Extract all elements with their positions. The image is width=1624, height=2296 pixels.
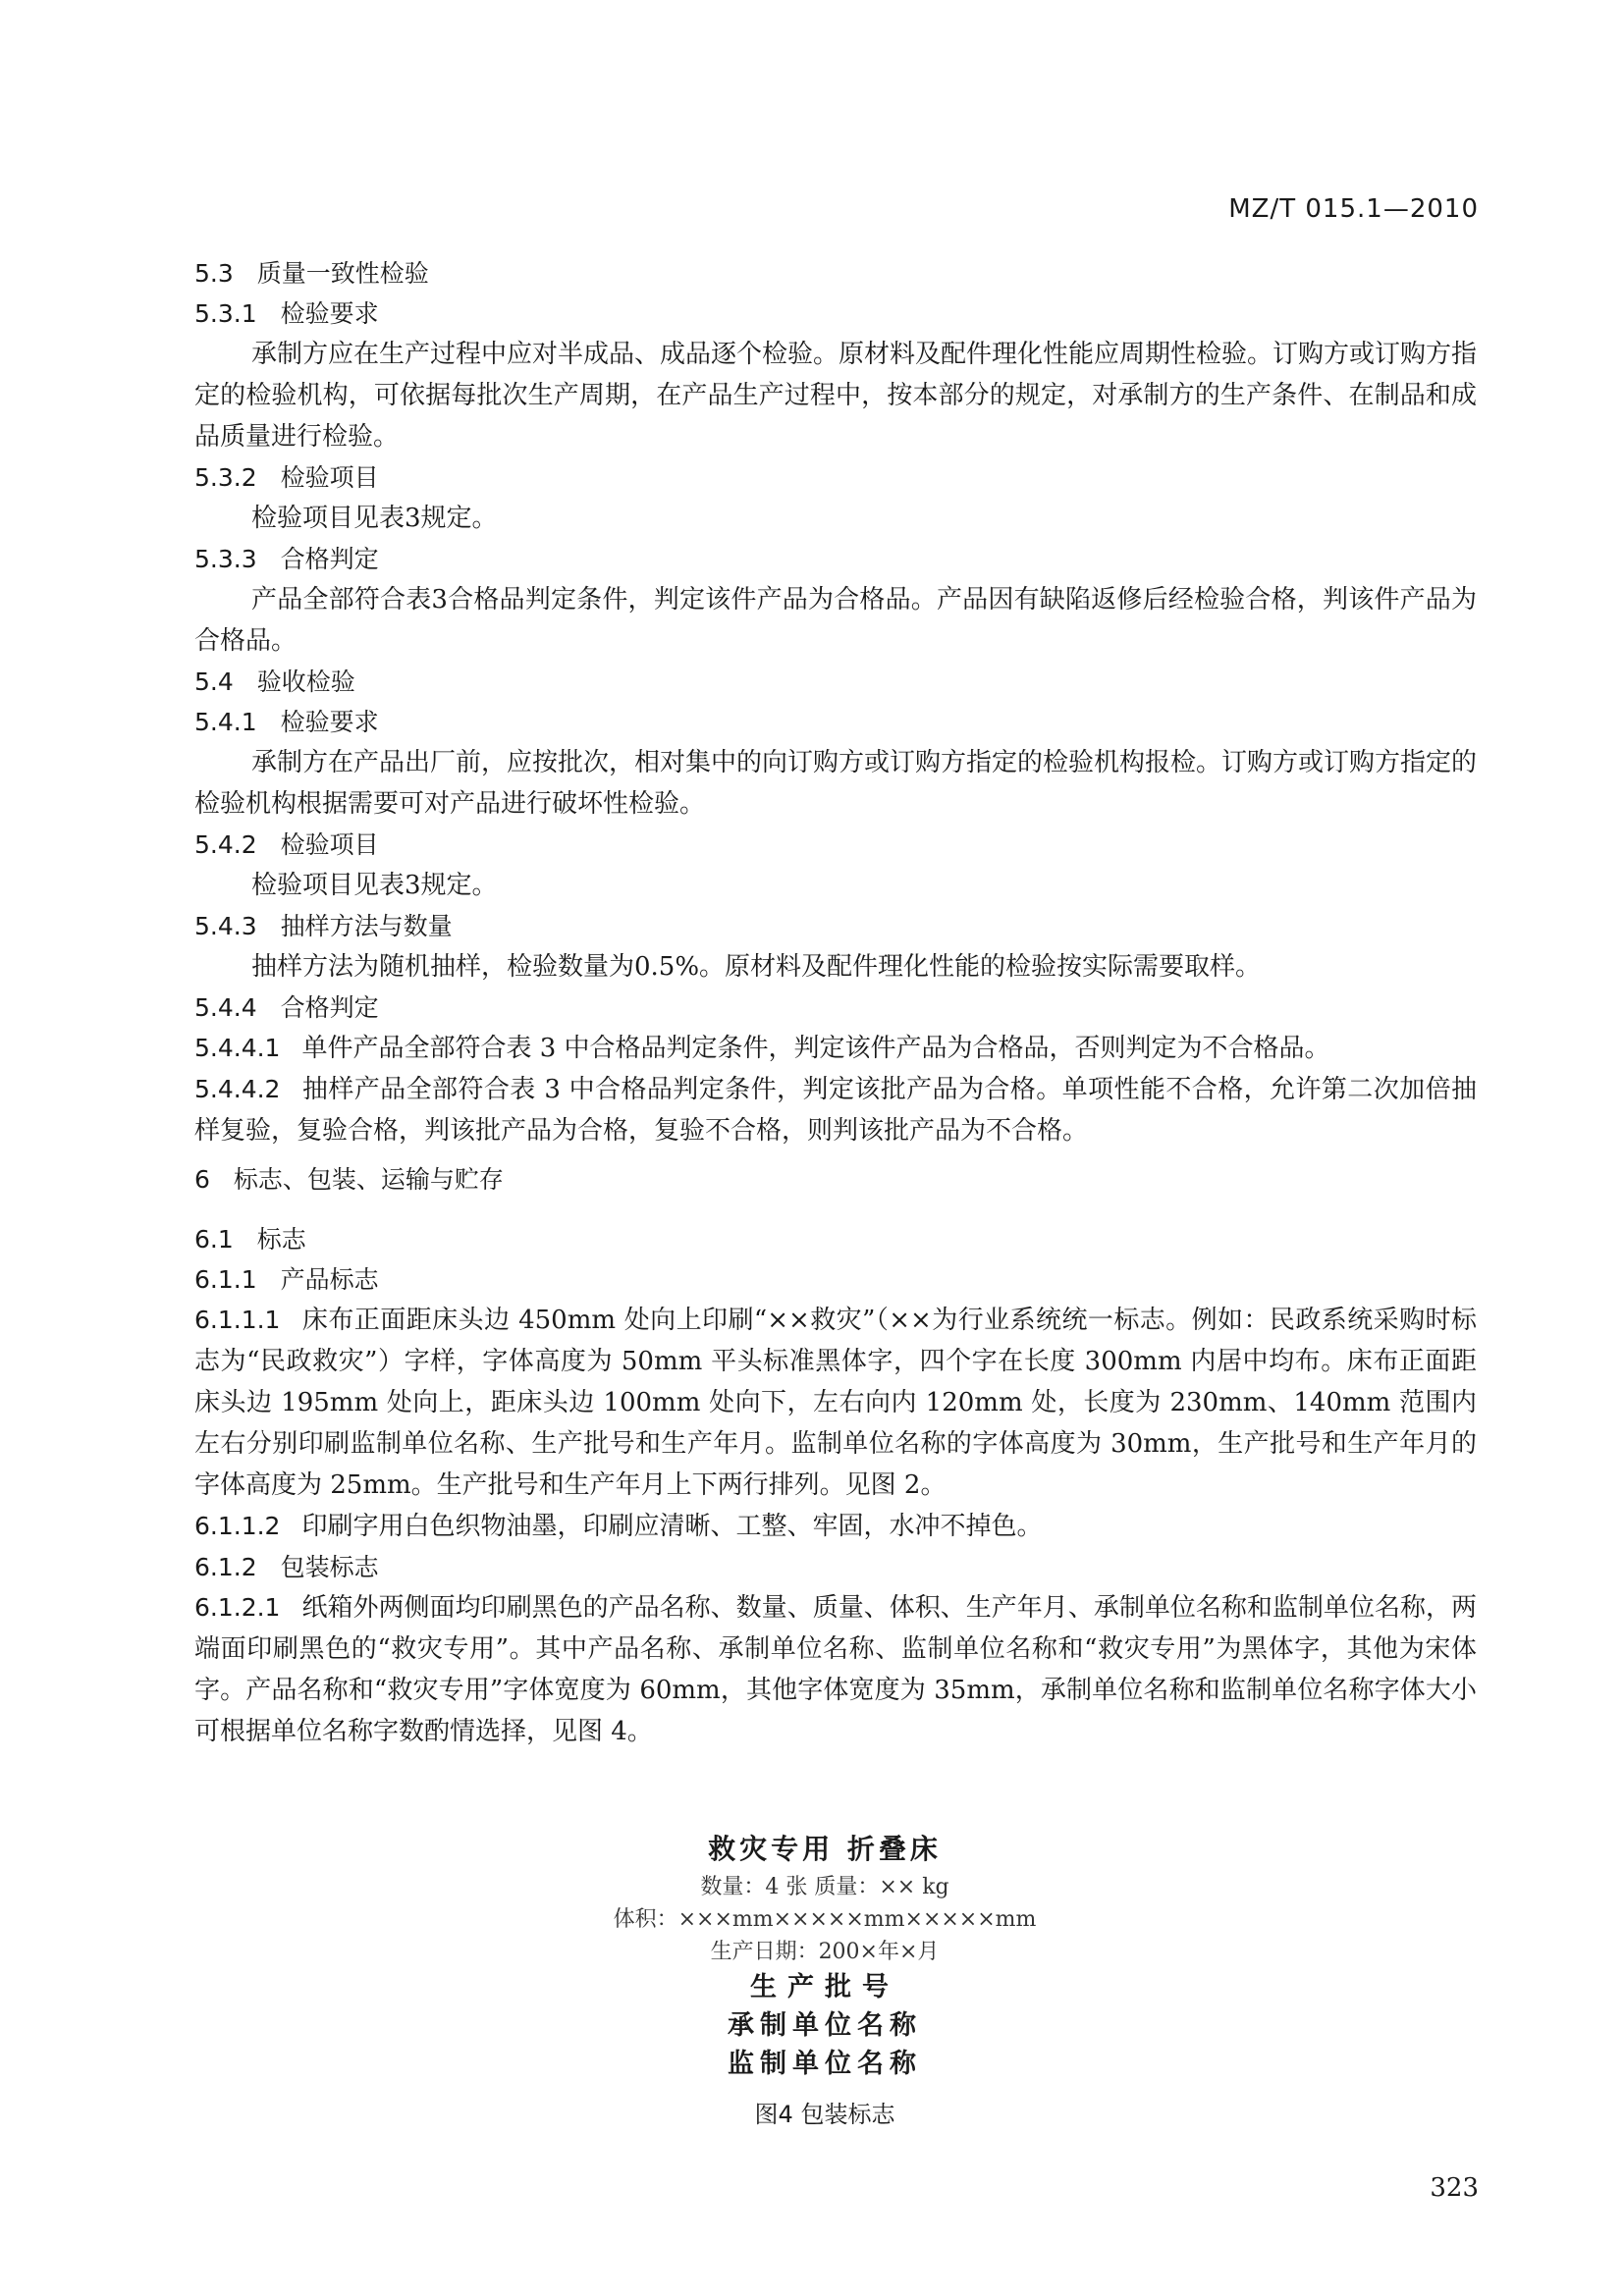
heading-5-4-2: 5.4.2 检验项目 bbox=[194, 830, 379, 859]
standard-code: MZ/T 015.1—2010 bbox=[1228, 194, 1479, 224]
figure-maker-name: 承制单位名称 bbox=[728, 2010, 922, 2041]
clause-6-1-1-1: 6.1.1.1 床布正面距床头边 450mm 处向上印刷“××救灾”（××为行业系统统一标志。例如：民政系统采购时标志为“民政救灾”）字样，字体高度为 50mm 平头标准黑体字，四个字在长度 300mm 内居中均布。床布正面距床头边 195mm 处向上，距床头边 100mm 处向下，左右向内 120mm 处，长度为 230mm、140mm 范围内左右分别印刷监制单位名称、生产批号和生产年月。监制单位名称的字体高度为 30mm，生产批号和生产年月的字体高度为 25mm。生产批号和生产年月上下两行排列。见图 2。 bbox=[194, 1306, 1477, 1500]
paragraph-5-4-1: 承制方在产品出厂前，应按批次，相对集中的向订购方或订购方指定的检验机构报检。订购方或订购方指定的检验机构根据需要可对产品进行破坏性检验。 bbox=[194, 748, 1478, 819]
figure-volume-line: 体积：×××mm×××××mm×××××mm bbox=[613, 1907, 1037, 1932]
heading-5-4-3: 5.4.3 抽样方法与数量 bbox=[194, 912, 453, 940]
figure-quantity-line: 数量：4 张 质量：×× kg bbox=[700, 1875, 949, 1899]
paragraph-5-3-1: 承制方应在生产过程中应对半成品、成品逐个检验。原材料及配件理化性能应周期性检验。订购方或订购方指定的检验机构，可依据每批次生产周期，在产品生产过程中，按本部分的规定，对承制方的生产条件、在制品和成品质量进行检验。 bbox=[194, 340, 1478, 452]
document-body bbox=[194, 253, 1477, 1752]
heading-6-1-2: 6.1.2 包装标志 bbox=[194, 1553, 379, 1581]
clause-5-4-4-1: 5.4.4.1 单件产品全部符合表 3 中合格品判定条件，判定该件产品为合格品，否则判定为不合格品。 bbox=[194, 1034, 1330, 1063]
heading-5-3-1: 5.3.1 检验要求 bbox=[194, 299, 379, 328]
heading-5-3-3: 5.3.3 合格判定 bbox=[194, 545, 379, 573]
heading-5-4: 5.4 验收检验 bbox=[194, 667, 355, 696]
paragraph-5-3-3: 产品全部符合表3合格品判定条件，判定该件产品为合格品。产品因有缺陷返修后经检验合格，判该件产品为合格品。 bbox=[194, 585, 1477, 656]
figure-date-line: 生产日期：200×年×月 bbox=[710, 1940, 940, 1964]
heading-5-3-2: 5.3.2 检验项目 bbox=[194, 463, 379, 492]
figure-4-packaging-mark bbox=[550, 1828, 1100, 2132]
paragraph-5-3-2: 检验项目见表3规定。 bbox=[251, 504, 498, 533]
clause-6-1-2-1: 6.1.2.1 纸箱外两侧面均印刷黑色的产品名称、数量、质量、体积、生产年月、承制单位名称和监制单位名称，两端面印刷黑色的“救灾专用”。其中产品名称、承制单位名称、监制单位名称和“救灾专用”为黑体字，其他为宋体字。产品名称和“救灾专用”字体宽度为 60mm，其他字体宽度为 35mm，承制单位名称和监制单位名称字体大小可根据单位名称字数酌情选择，见图 4。 bbox=[194, 1593, 1477, 1746]
heading-5-3: 5.3 质量一致性检验 bbox=[194, 259, 429, 288]
figure-batch-number: 生产批号 bbox=[750, 1972, 899, 2002]
page-number: 323 bbox=[1430, 2173, 1479, 2203]
paragraph-5-4-2: 检验项目见表3规定。 bbox=[251, 871, 498, 900]
heading-6-1-1: 6.1.1 产品标志 bbox=[194, 1265, 379, 1294]
heading-5-4-1: 5.4.1 检验要求 bbox=[194, 708, 379, 736]
heading-6: 6 标志、包装、运输与贮存 bbox=[194, 1165, 504, 1194]
figure-supervisor-name: 监制单位名称 bbox=[728, 2049, 922, 2079]
figure-caption: 图4 包装标志 bbox=[754, 2101, 895, 2128]
heading-6-1: 6.1 标志 bbox=[194, 1225, 306, 1254]
paragraph-5-4-3: 抽样方法为随机抽样，检验数量为0.5%。原材料及配件理化性能的检验按实际需要取样。 bbox=[251, 952, 1262, 982]
heading-5-4-4: 5.4.4 合格判定 bbox=[194, 993, 379, 1022]
figure-product-title: 救灾专用 折叠床 bbox=[708, 1833, 942, 1865]
clause-5-4-4-2: 5.4.4.2 抽样产品全部符合表 3 中合格品判定条件，判定该批产品为合格。单项性能不合格，允许第二次加倍抽样复验，复验合格，判该批产品为合格，复验不合格，则判该批产品为不合格。 bbox=[194, 1075, 1477, 1146]
clause-6-1-1-2: 6.1.1.2 印刷字用白色织物油墨，印刷应清晰、工整、牢固，水冲不掉色。 bbox=[194, 1512, 1043, 1541]
